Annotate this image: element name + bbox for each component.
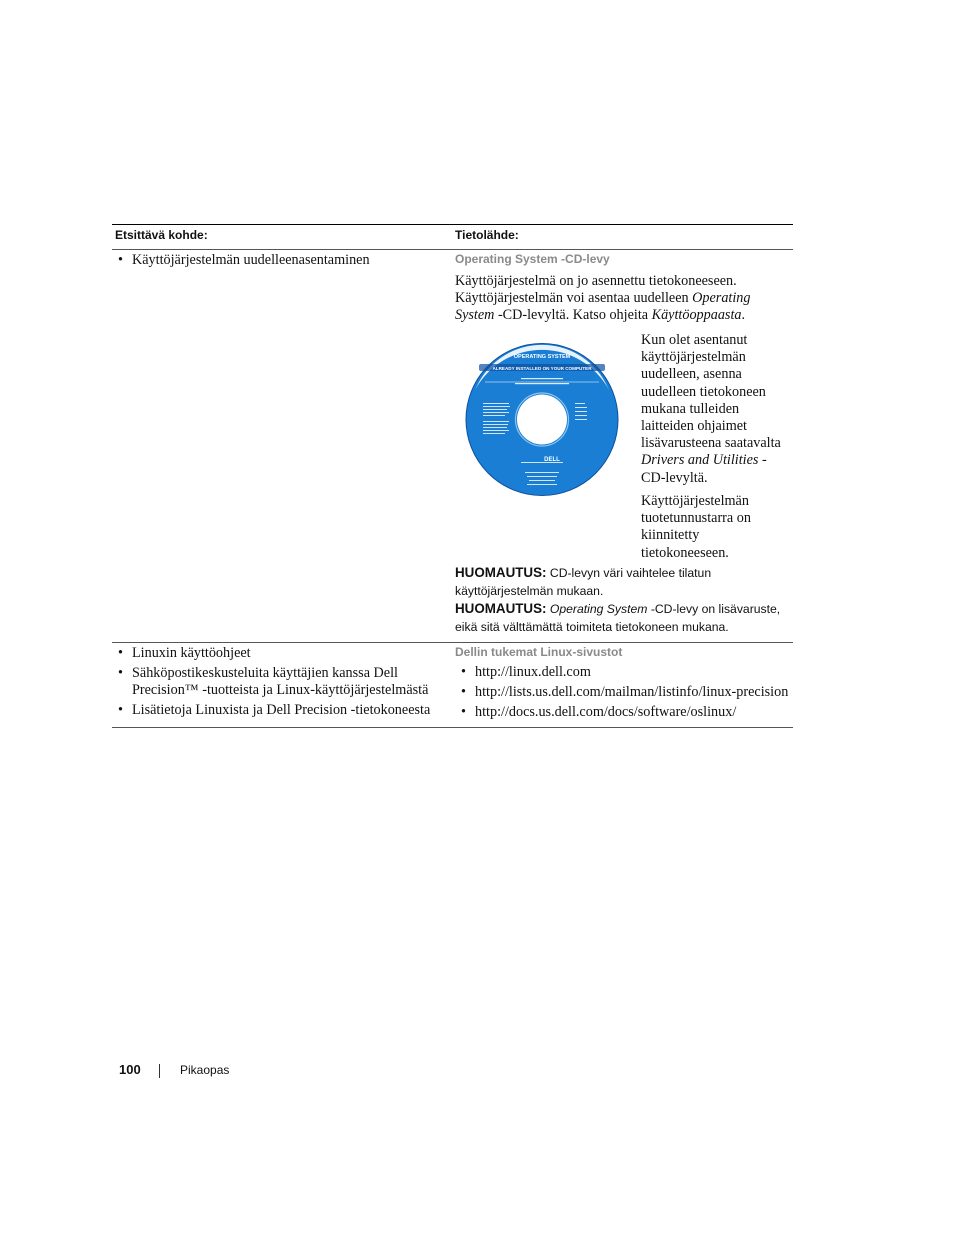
list-item: • Sähköpostikeskusteluita käyttäjien kanssa Dell Precision™ -tuotteista ja Linux-käyttöjärjestelmästä [118,665,429,698]
reinstall-drivers-paragraph: Kun olet asentanut käyttöjärjestelmän uudelleen, asenna uudelleen tietokoneen mukana tulleiden laitteiden ohjaimet lisävarusteena saatavalta Drivers and Utilities -CD-levyltä. [641,332,781,486]
list-item: • Lisätietoja Linuxista ja Dell Precision -tietokoneesta [118,702,431,718]
link-docs[interactable]: http://docs.us.dell.com/docs/software/oslinux/ [475,704,737,720]
cd-brand: DELL [544,457,560,463]
note-cd-color: HUOMAUTUS: CD-levyn väri vaihtelee tilatun käyttöjärjestelmän mukaan. [455,565,712,598]
link-item[interactable]: • http://docs.us.dell.com/docs/software/oslinux/ [461,704,737,720]
source-title: Operating System -CD-levy [455,252,610,266]
header-col1: Etsittävä kohde: [115,228,208,242]
page-number: 100 [119,1062,141,1077]
cd-title: OPERATING SYSTEM [513,354,571,360]
row1-items [112,252,442,272]
row-divider [112,642,793,643]
table-bottom-rule [112,727,793,728]
row2-items [112,645,442,722]
note-cd-optional: HUOMAUTUS: Operating System -CD-levy on lisävaruste, eikä sitä välttämättä toimiteta tietokoneen mukana. [455,601,781,634]
row2-source [455,645,793,724]
page-footer [119,1062,230,1077]
link-item[interactable]: • http://lists.us.dell.com/mailman/listinfo/linux-precision [461,684,789,700]
product-key-paragraph: Käyttöjärjestelmän tuotetunnustarra on kiinnitetty tietokoneeseen. [641,493,751,561]
cd-image [465,342,619,497]
header-col2: Tietolähde: [455,228,519,242]
footer-title: Pikaopas [180,1063,230,1077]
header-rule [112,249,793,250]
link-linux-dell[interactable]: http://linux.dell.com [475,664,591,680]
source-title: Dellin tukemat Linux-sivustot [455,645,623,659]
table-top-rule [112,224,793,225]
row1-source [455,252,793,325]
link-item[interactable]: • http://linux.dell.com [461,664,591,680]
list-item: • Käyttöjärjestelmän uudelleenasentaminen [118,252,370,268]
cd-subtitle: ALREADY INSTALLED ON YOUR COMPUTER [492,366,592,371]
footer-separator [159,1064,160,1078]
link-mailing-list[interactable]: http://lists.us.dell.com/mailman/listinfo/linux-precision [475,684,789,700]
source-paragraph: Käyttöjärjestelmä on jo asennettu tietokoneeseen. Käyttöjärjestelmän voi asentaa uudelleen Operating System -CD-levyltä. Katso ohjeita Käyttöoppaasta. [455,273,751,324]
list-item: • Linuxin käyttöohjeet [118,645,251,661]
